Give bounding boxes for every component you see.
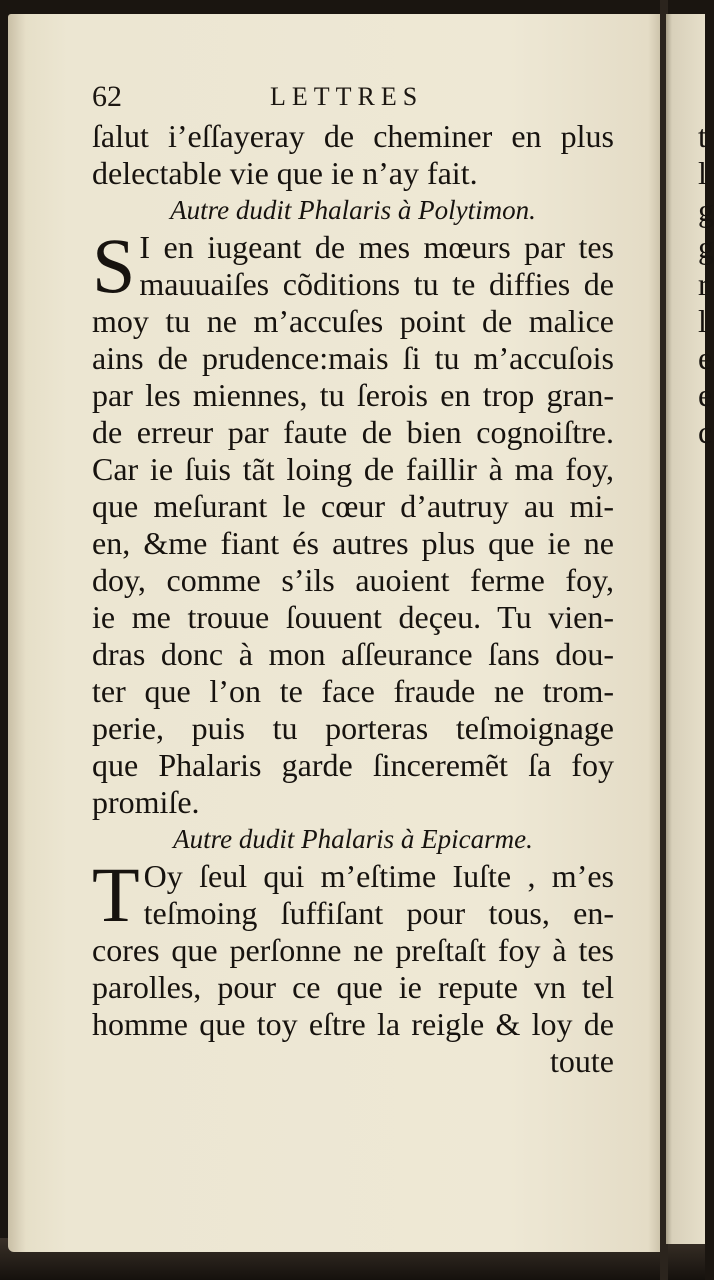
text-line: cores que perſonne ne preſtaſt foy à tes xyxy=(92,932,614,968)
text-line: promiſe. xyxy=(92,784,200,820)
text-fragment: g xyxy=(698,229,714,265)
text-line: ie me trouue ſouuent deçeu. Tu vien- xyxy=(92,599,614,635)
text-line: parolles, pour ce que ie repute vn tel xyxy=(92,969,614,1005)
page-header xyxy=(92,80,612,116)
text-fragment: l xyxy=(698,303,707,339)
text-line: teſmoing ſuffiſant pour tous, en- xyxy=(143,895,614,931)
text-line: perie, puis tu porteras teſmoignage xyxy=(92,710,614,746)
text-line: en, &me fiant és autres plus que ie ne xyxy=(92,525,614,561)
text-fragment: t xyxy=(698,118,707,154)
text-line: doy, comme s’ils auoient ferme foy, xyxy=(92,562,614,598)
text-line: I en iugeant de mes mœurs par tes xyxy=(139,229,614,265)
text-line: Car ie ſuis tãt loing de faillir à ma foy, xyxy=(92,451,614,487)
text-fragment: l xyxy=(698,155,707,191)
letter-heading: Autre dudit Phalaris à Epicarme. xyxy=(173,824,533,854)
drop-cap-initial: T xyxy=(92,851,140,938)
drop-cap-initial: S xyxy=(92,222,136,309)
text-line: ſalut i’eſſayeray de cheminer en plus xyxy=(92,118,614,154)
text-fragment: e xyxy=(698,340,713,376)
letter-heading: Autre dudit Phalaris à Polytimon. xyxy=(170,195,536,225)
catchword: toute xyxy=(550,1043,614,1079)
text-line: ains de prudence:mais ſi tu m’accuſois xyxy=(92,340,614,376)
text-line: de erreur par faute de bien cognoiſtre. xyxy=(92,414,614,450)
page-number: 62 xyxy=(92,80,122,113)
text-line: Oy ſeul qui m’eſtime Iuſte , m’es xyxy=(143,858,614,894)
page-body xyxy=(92,118,614,1080)
text-line: moy tu ne m’accuſes point de malice xyxy=(92,303,614,339)
text-line: dras donc à mon aſſeurance ſans dou- xyxy=(92,636,614,672)
text-fragment: e xyxy=(698,377,713,413)
text-fragment: g xyxy=(698,192,714,228)
text-line: mauuaiſes cõditions tu te diffies de xyxy=(139,266,614,302)
text-line: homme que toy eſtre la reigle & loy de xyxy=(92,1006,614,1042)
facing-page-text-fragment xyxy=(698,118,714,451)
text-line: que Phalaris garde ſinceremẽt ſa foy xyxy=(92,747,614,783)
text-line: delectable vie que ie n’ay fait. xyxy=(92,155,478,191)
text-fragment: c xyxy=(698,414,713,450)
running-head: LETTRES xyxy=(270,82,424,111)
text-line: que meſurant le cœur d’autruy au mi- xyxy=(92,488,614,524)
letter-body xyxy=(92,222,614,821)
text-fragment: r xyxy=(698,266,709,302)
text-line: ter que l’on te face fraude ne trom- xyxy=(92,673,614,709)
letter-body xyxy=(92,851,614,1080)
text-line: par les miennes, tu ſerois en trop gran- xyxy=(92,377,614,413)
